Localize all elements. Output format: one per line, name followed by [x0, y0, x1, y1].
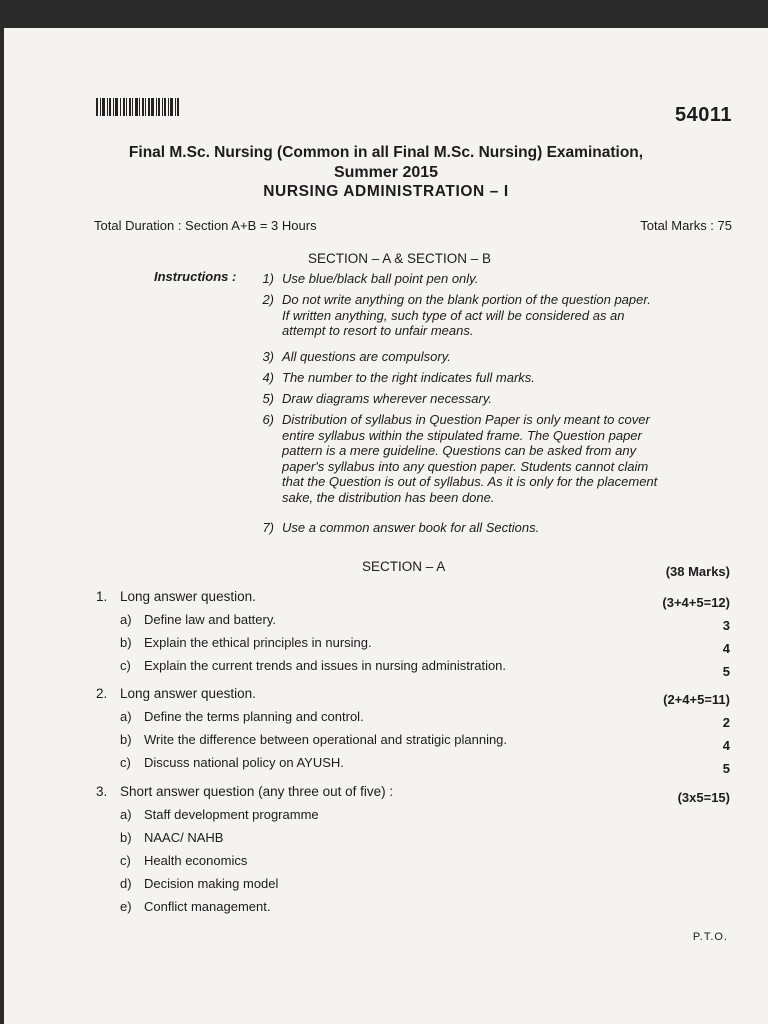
sub-question-marks: 2: [722, 715, 730, 730]
question-marks: (3x5=15): [677, 790, 730, 805]
subject-title: NURSING ADMINISTRATION – I: [263, 183, 509, 200]
barcode-image: [96, 98, 202, 116]
instruction-text: sake, the distribution has been done.: [282, 489, 495, 505]
instruction-text: that the Question is out of syllabus. As it is only for the placement: [282, 474, 658, 489]
instruction-number: 7): [262, 520, 274, 535]
instruction-text: Do not write anything on the blank portion of the question paper.: [282, 292, 651, 307]
sub-question-label: c): [120, 658, 131, 673]
instruction-number: 1): [262, 271, 274, 286]
sub-question-label: a): [120, 807, 132, 822]
instruction-text: Draw diagrams wherever necessary.: [282, 391, 492, 406]
paper-code: 54011: [674, 104, 732, 126]
sub-question-marks: 4: [722, 641, 730, 656]
sub-question-marks: 5: [722, 761, 730, 776]
instruction-text: Distribution of syllabus in Question Paper is only meant to cover: [282, 412, 650, 427]
sub-question-label: b): [120, 732, 132, 747]
instruction-number: 2): [262, 292, 274, 307]
sub-question-text: Explain the current trends and issues in nursing administration.: [144, 658, 507, 673]
sub-question-marks: 4: [722, 738, 730, 753]
sub-question-text: Define the terms planning and control.: [144, 709, 364, 724]
exam-title: Final M.Sc. Nursing (Common in all Final M.Sc. Nursing) Examination,: [128, 144, 644, 161]
sub-question-label: c): [120, 755, 131, 770]
instruction-text: entire syllabus within the stipulated frame. The Question paper: [282, 427, 642, 443]
instruction-text: Use a common answer book for all Sections.: [282, 520, 540, 535]
sub-question-label: b): [120, 635, 132, 650]
sub-question-label: d): [120, 876, 132, 891]
sub-question-label: e): [120, 899, 132, 914]
instruction-text: All questions are compulsory.: [282, 349, 451, 364]
instruction-number: 5): [262, 391, 274, 406]
instructions-label: Instructions :: [154, 269, 237, 284]
question-number: 3.: [96, 784, 108, 799]
instruction-number: 3): [262, 349, 274, 364]
question-number: 2.: [96, 686, 108, 701]
sub-question-label: c): [120, 853, 131, 868]
instruction-text: attempt to resort to unfair means.: [282, 323, 474, 338]
instruction-text: Use blue/black ball point pen only.: [282, 271, 479, 286]
section-a-heading: SECTION – A: [362, 559, 446, 574]
sub-question-text: Discuss national policy on AYUSH.: [144, 755, 344, 770]
instruction-text: paper's syllabus into any question paper. Students cannot claim: [282, 458, 649, 474]
sub-question-marks: 3: [722, 618, 730, 633]
sub-question-text: Conflict management.: [144, 899, 271, 914]
sub-question-text: Write the difference between operational and stratigic planning.: [144, 732, 508, 747]
exam-paper-page: [4, 28, 768, 1024]
sub-question-label: a): [120, 612, 132, 627]
question-number: 1.: [96, 589, 108, 604]
sections-heading: SECTION – A & SECTION – B: [308, 251, 492, 266]
question-text: Short answer question (any three out of five) :: [120, 784, 394, 799]
question-text: Long answer question.: [120, 686, 256, 701]
question-marks: (3+4+5=12): [662, 595, 730, 610]
instruction-number: 4): [262, 370, 274, 385]
question-marks: (2+4+5=11): [663, 692, 730, 707]
sub-question-label: a): [120, 709, 132, 724]
total-duration: Total Duration : Section A+B = 3 Hours: [94, 218, 317, 233]
total-marks: Total Marks : 75: [640, 218, 732, 233]
instruction-number: 6): [262, 412, 274, 427]
instruction-text: pattern is a mere guideline. Questions can be asked from any: [282, 443, 637, 458]
exam-session: Summer 2015: [333, 164, 439, 181]
sub-question-marks: 5: [722, 664, 730, 679]
sub-question-text: Staff development programme: [144, 807, 319, 822]
sub-question-text: Define law and battery.: [144, 612, 276, 627]
section-a-marks: (38 Marks): [665, 564, 730, 579]
instruction-text: The number to the right indicates full marks.: [282, 370, 535, 385]
sub-question-text: Explain the ethical principles in nursing.: [144, 635, 372, 650]
sub-question-label: b): [120, 830, 132, 845]
sub-question-text: Health economics: [144, 853, 248, 868]
question-text: Long answer question.: [120, 589, 256, 604]
sub-question-text: Decision making model: [144, 876, 279, 891]
pto-label: P.T.O.: [692, 931, 728, 943]
instruction-text: If written anything, such type of act will be considered as an: [282, 307, 625, 323]
sub-question-text: NAAC/ NAHB: [144, 830, 224, 845]
